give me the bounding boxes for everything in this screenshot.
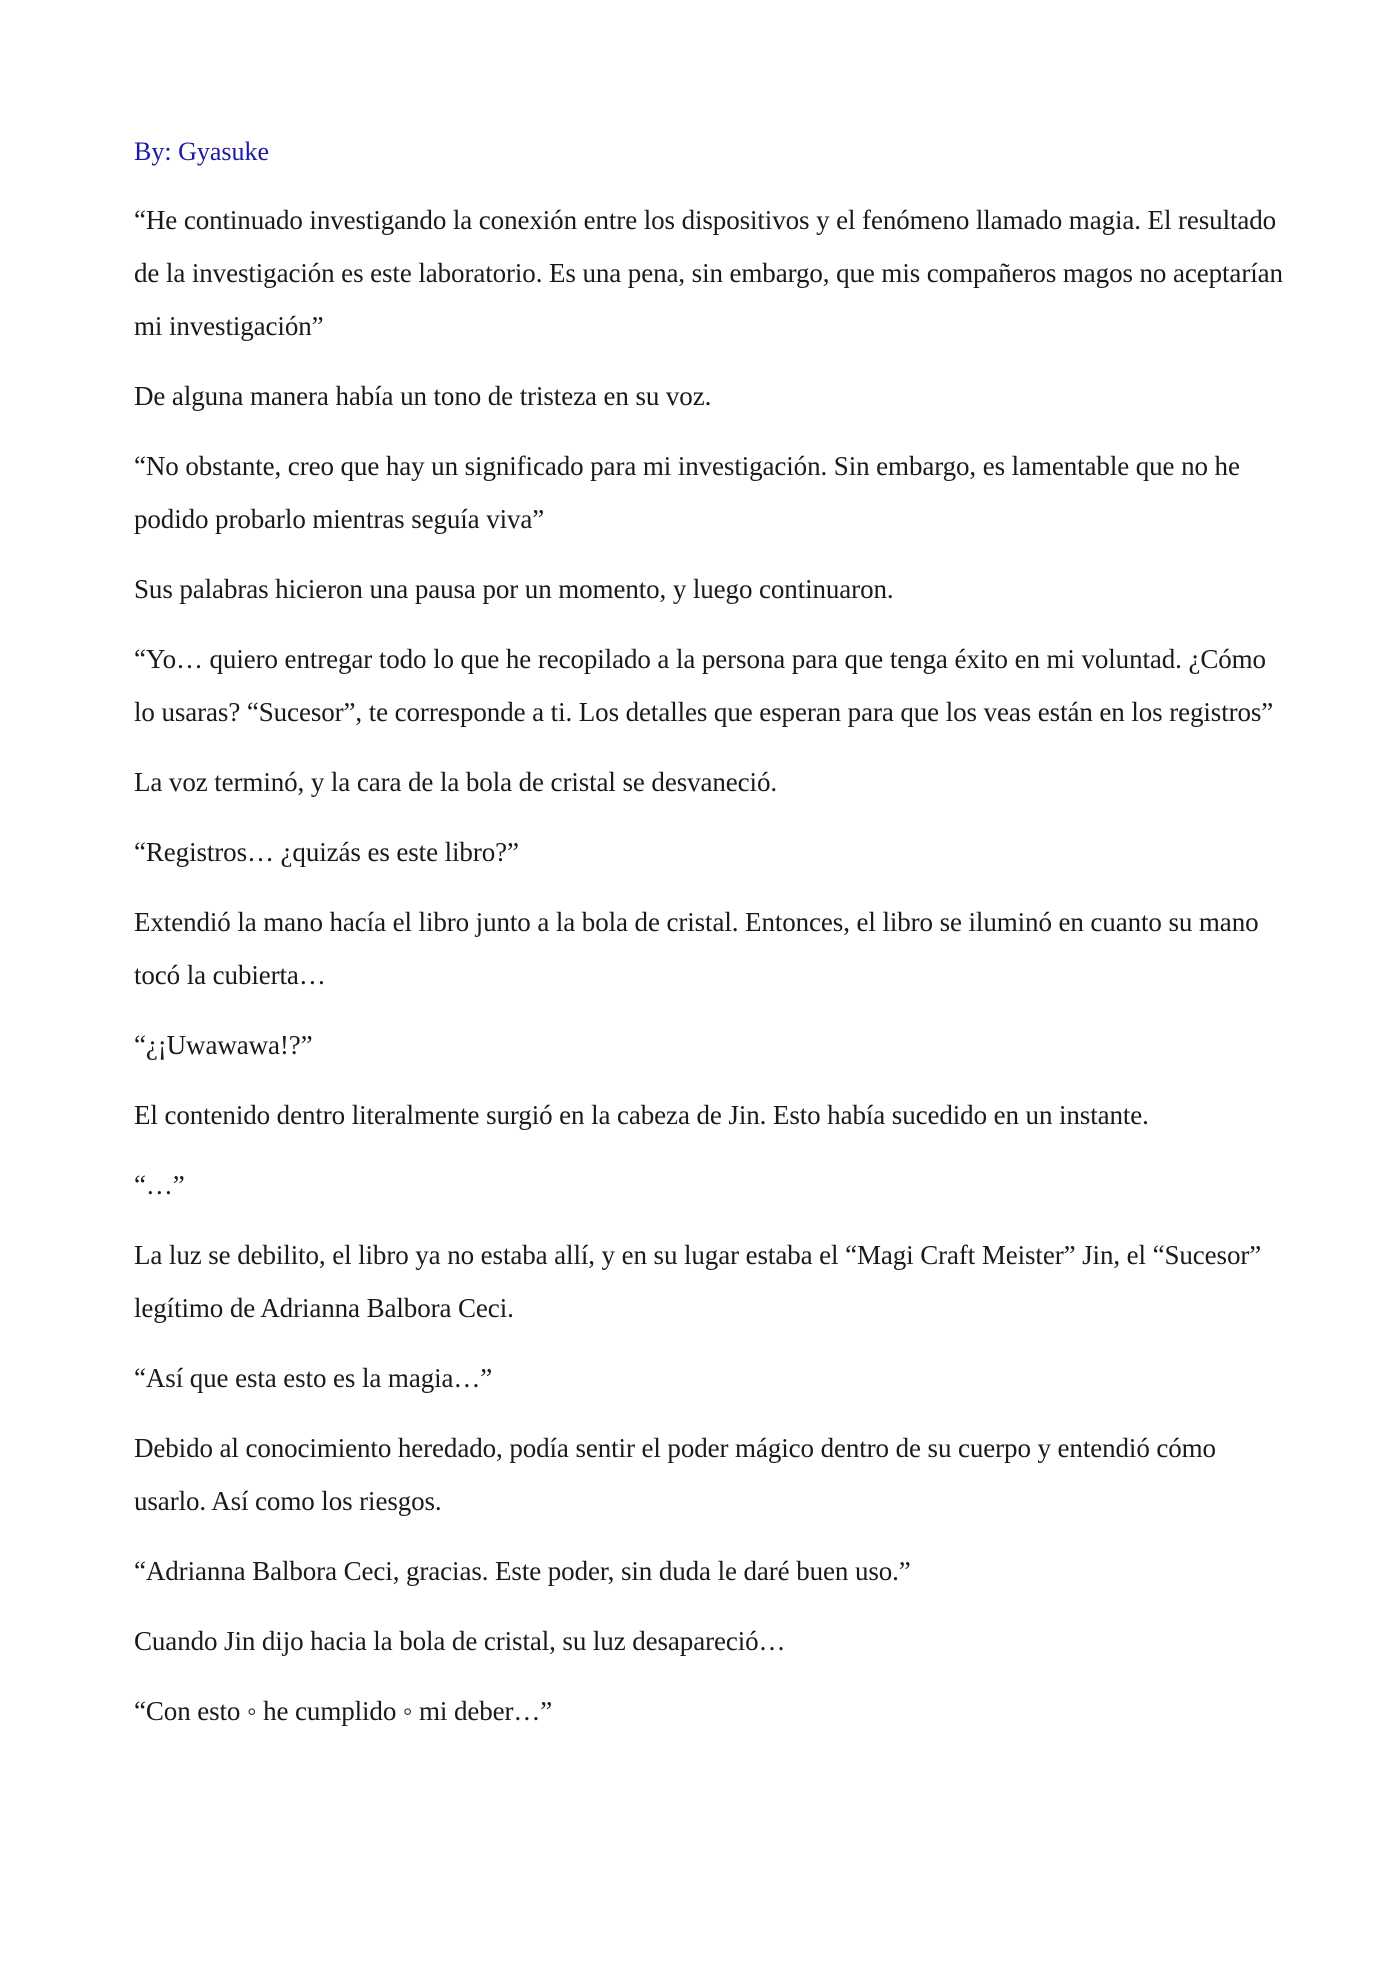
paragraph: La luz se debilito, el libro ya no estaba allí, y en su lugar estaba el “Magi Craft Meister” Jin, el “Sucesor” legítimo de Adrianna Balbora Ceci. <box>134 1240 1262 1323</box>
author-byline: By: Gyasuke <box>134 137 270 166</box>
paragraph: “Con esto ◦ he cumplido ◦ mi deber…” <box>134 1696 553 1726</box>
paragraph: Cuando Jin dijo hacia la bola de cristal, su luz desapareció… <box>134 1626 786 1656</box>
paragraph: “Yo… quiero entregar todo lo que he recopilado a la persona para que tenga éxito en mi voluntad. ¿Cómo lo usaras? “Sucesor”, te corresponde a ti. Los detalles que esperan para que los veas están en los registros” <box>134 644 1274 727</box>
paragraph: “He continuado investigando la conexión entre los dispositivos y el fenómeno llamado magia. El resultado de la investigación es este laboratorio. Es una pena, sin embargo, que mis compañeros magos no aceptarían mi investigación” <box>134 205 1283 341</box>
paragraph: Sus palabras hicieron una pausa por un momento, y luego continuaron. <box>134 574 894 604</box>
paragraph: La voz terminó, y la cara de la bola de cristal se desvaneció. <box>134 767 778 797</box>
paragraph: “Así que esta esto es la magia…” <box>134 1363 493 1393</box>
paragraph: Extendió la mano hacía el libro junto a la bola de cristal. Entonces, el libro se iluminó en cuanto su mano tocó la cubierta… <box>134 907 1259 990</box>
paragraph: De alguna manera había un tono de tristeza en su voz. <box>134 381 712 411</box>
paragraph: Debido al conocimiento heredado, podía sentir el poder mágico dentro de su cuerpo y entendió cómo usarlo. Así como los riesgos. <box>134 1433 1216 1516</box>
paragraph: “Registros… ¿quizás es este libro?” <box>134 837 519 867</box>
paragraph: “No obstante, creo que hay un significado para mi investigación. Sin embargo, es lamentable que no he podido probarlo mientras seguía viva” <box>134 451 1240 534</box>
paragraph: El contenido dentro literalmente surgió en la cabeza de Jin. Esto había sucedido en un instante. <box>134 1100 1149 1130</box>
document-page <box>134 128 1284 1755</box>
paragraph: “…” <box>134 1170 185 1200</box>
paragraph: “¿¡Uwawawa!?” <box>134 1030 313 1060</box>
paragraph: “Adrianna Balbora Ceci, gracias. Este poder, sin duda le daré buen uso.” <box>134 1556 911 1586</box>
